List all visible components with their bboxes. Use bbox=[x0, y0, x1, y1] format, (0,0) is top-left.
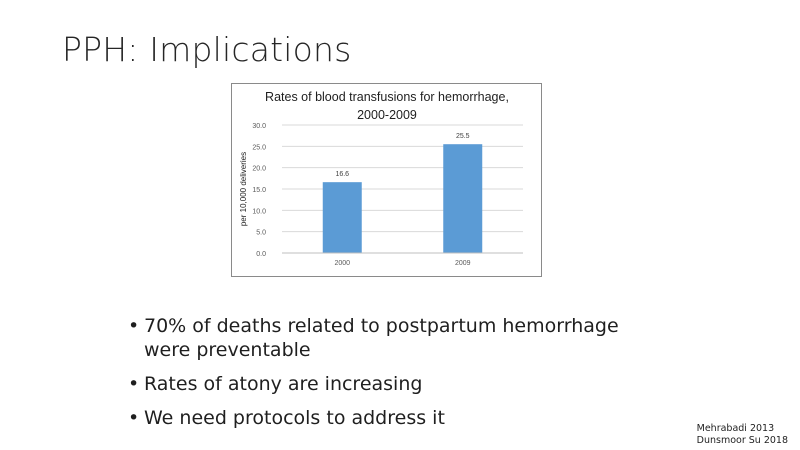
y-tick-label: 15.0 bbox=[252, 187, 266, 194]
y-tick-label: 0.0 bbox=[256, 251, 266, 258]
x-tick-label: 2000 bbox=[334, 260, 351, 267]
y-tick-label: 30.0 bbox=[252, 123, 266, 130]
bullet-item: • 70% of deaths related to postpartum hemorrhage were preventable bbox=[128, 314, 648, 362]
bar bbox=[443, 144, 482, 253]
bullet-item: • Rates of atony are increasing bbox=[128, 372, 648, 396]
slide-title: PPH: Implications bbox=[62, 30, 352, 69]
bullet-item: • We need protocols to address it bbox=[128, 406, 648, 430]
data-label: 25.5 bbox=[455, 133, 470, 141]
citation: Mehrabadi 2013 bbox=[696, 423, 775, 434]
bullet-list bbox=[128, 314, 648, 440]
bar bbox=[323, 182, 362, 253]
y-tick-label: 25.0 bbox=[252, 144, 266, 152]
chart-title-line: 2000-2009 bbox=[357, 108, 417, 122]
y-tick-label: 20.0 bbox=[252, 165, 266, 173]
data-label: 16.6 bbox=[335, 171, 350, 179]
chart-svg bbox=[232, 84, 541, 276]
citation: Dunsmoor Su 2018 bbox=[696, 435, 788, 446]
bar-chart bbox=[231, 83, 542, 277]
y-tick-label: 10.0 bbox=[252, 208, 266, 216]
y-tick-label: 5.0 bbox=[256, 229, 266, 237]
chart-title-line: Rates of blood transfusions for hemorrhage, bbox=[265, 90, 509, 104]
x-tick-label: 2009 bbox=[454, 260, 471, 267]
citations bbox=[697, 423, 788, 447]
y-axis-label: per 10,000 deliveries bbox=[239, 151, 248, 227]
